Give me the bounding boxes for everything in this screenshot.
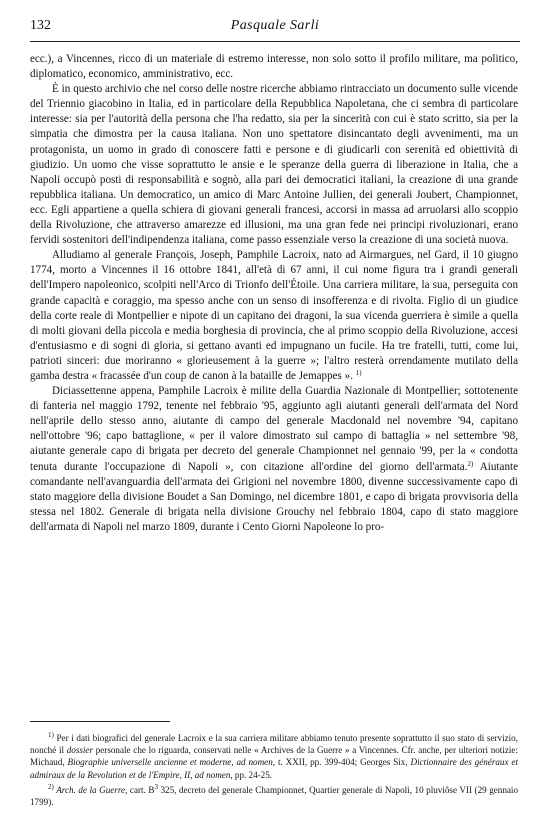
footnote-2-superscript: 3 <box>154 782 158 791</box>
footnote-2-archive: Arch. de la Guerre, <box>53 784 128 795</box>
footnote-1-text-c: t. XXII, pp. 399-404; Georges Six, <box>275 757 411 768</box>
paragraph-3 <box>30 248 518 384</box>
header-rule <box>30 41 520 42</box>
footnote-1-biographie: Biographie universelle ancienne et moderne, ad nomen, <box>67 757 276 768</box>
footnote-2-mark: 2) <box>48 782 54 791</box>
paragraph-1: ecc.), a Vincennes, ricco di un materiale di estremo interesse, non solo sotto il profilo militare, ma politico, diplomatico, economico, amministrativo, ecc. <box>30 53 518 81</box>
footnote-2-text-a: cart. B <box>127 784 155 795</box>
footnote-rule <box>30 721 170 722</box>
running-head: Pasquale Sarli <box>230 18 320 33</box>
footnote-1 <box>30 732 518 781</box>
paragraph-4-text-a: Diciassettenne appena, Pamphile Lacroix è milite della Guardia Nazionale di Montpellier; sottotenente di fanteria nel maggio 1792, tenente nel febbraio '95, aggiunto agli aiutanti generali dell'armata del Nord nell'aprile dello stesso anno, aiutante di campo del generale Macdonald nel novembre '94, capitano nell'ottobre '96; capo battaglione, « per il valore dimostrato sul campo di battaglia » nel settembre '98, aiutante generale capo di brigata per decreto del generale Championnet nel gennaio '99, per la « condotta tenuta durante l'occupazione di Napoli », con citazione all'ordine del giorno dell'armata. <box>30 385 518 473</box>
paragraph-2: È in questo archivio che nel corso delle nostre ricerche abbiamo rintracciato un documento sulle vicende del Triennio giacobino in Italia, ed in particolare della Repubblica Napoletana, che ci sembra di particolare interesse: sia per l'autorità della persona che l'ha redatto, sia per la sincerità con cui è stato scritto, sia per la simpatia che dimostra per la causa italiana. Non uno spettatore disincantato degli avvenimenti, ma un protagonista, un uomo in grado di conoscere fatti e persone e di giudicarli con serenità ed obiettività di giudizio. Un uomo che visse soprattutto le ansie e le speranze della guerra di liberazione in Italia, che a Napoli occupò posti di responsabilità e sognò, alla pari dei democratici italiani, la creazione di una grande repubblica italiana. Un democratico, un amico di Marc Antoine Jullien, dei generali Joubert, Championnet, ecc. Egli appartiene a quella schiera di giovani generali francesi, accorsi in massa ad arruolarsi allo scoppio della Rivoluzione, che attraverso amarezze ed illusioni, ma una gran fede nei principi rivoluzionari, erano fervidi sostenitori dell'indipendenza italiana, come passo essenziale verso la creazione di una società nuova. <box>30 83 518 247</box>
page-header <box>30 18 520 44</box>
footnote-1-mark: 1) <box>48 731 54 739</box>
footnote-2-text-b: 325, decreto del generale Championnet, Quartier generale di Napoli, 10 pluviôse VII (29 gennaio 1799). <box>30 784 519 808</box>
paragraph-4-text-b: Aiutante comandante nell'avanguardia dell'armata dei Grigioni nel novembre 1800, divenne successivamente capo di stato maggiore della divisione Boudet a San Domingo, nel dicembre 1801, e capo di brigata provvisoria della stessa nel 1802. Generale di brigata nella divisione Grouchy nel febbraio 1804, capo di stato maggiore dell'armata di Napoli nel marzo 1809, durante i Cento Giorni Napoleone lo pro- <box>30 460 518 533</box>
footnote-1-text-d: pp. 24-25. <box>232 769 273 780</box>
footnote-1-dictionnaire: Dictionnaire des généraux et admiraux de la Revolution et de l'Empire, II, ad nomen, <box>30 757 518 780</box>
page-number: 132 <box>30 18 51 33</box>
paragraph-4 <box>30 384 518 535</box>
paragraph-3-text: Alludiamo al generale François, Joseph, Pamphile Lacroix, nato ad Airmargues, nel Gard, il 10 giugno 1774, morto a Vincennes il 16 ottobre 1841, all'età di 67 anni, il cui nome figura tra i grandi generali dell'Impero napoleonico, scolpiti nell'Arco di Trionfo dell'Étoile. Una carriera militare, la sua, perseguita con grande capacità e coraggio, ma spesso anche con un senso di insofferenza e di rivolta. Figlio di un giudice della corte reale di Montpellier e nipote di un capitano dei dragoni, la sua vicenda guerriera è simile a quella di molti giovani della piccola e media borghesia di provincia, che al primo scoppio della Rivoluzione, accesi d'entusiasmo e di sogni di gloria, si gettano avanti ed impugnano un fucile. Ha tre fratelli, tutti, come lui, patrioti sinceri: due moriranno « glorieusement à la guerre »; l'altro resterà orrendamente mutilato della gamba destra « fracassée d'un coup de canon à la bataille de Jemappes ». <box>30 249 518 382</box>
footnote-separator <box>30 718 518 728</box>
footnote-1-text-b: personale che lo riguarda, conservati nelle « Archives de la Guerre » a Vincennes. Cfr. anche, per ulteriori notizie: Michaud, <box>30 745 518 768</box>
footnote-ref-1[interactable]: 1) <box>355 368 362 377</box>
footnotes <box>30 732 518 808</box>
footnote-1-dossier: dossier <box>66 745 94 756</box>
footnote-2 <box>30 784 518 808</box>
main-text <box>30 52 518 535</box>
footnote-ref-2[interactable]: 2) <box>467 459 474 468</box>
footnote-1-text-a: Per i dati biografici del generale Lacroix e la sua carriera militare abbiamo tenuto presente soprattutto il suo stato di servizio, nonché il <box>30 733 518 756</box>
